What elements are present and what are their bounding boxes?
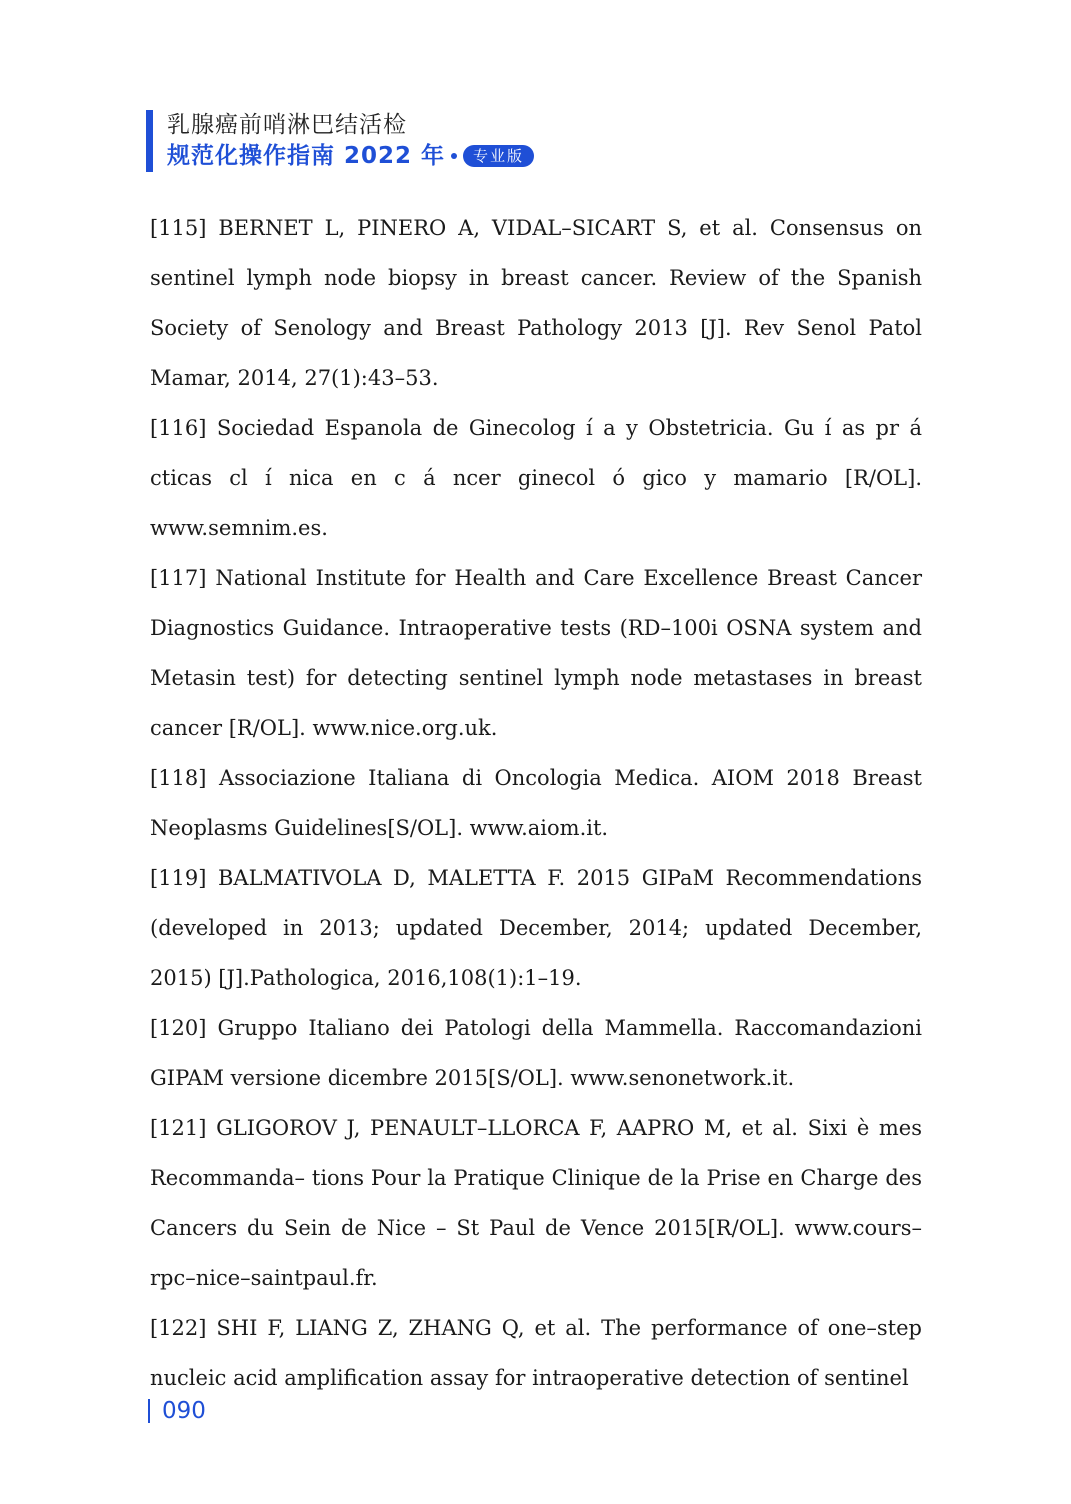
running-header bbox=[146, 110, 534, 172]
reference-item: [122] SHI F, LIANG Z, ZHANG Q, et al. The performance of one–step nucleic acid amplification assay for intraoperative detection of sentinel bbox=[150, 1316, 922, 1390]
reference-item: [121] GLIGOROV J, PENAULT–LLORCA F, AAPRO M, et al. Sixi è mes Recommanda– tions Pour la Pratique Clinique de la Prise en Charge des Cancers du Sein de Nice – St Paul de Vence 2015[R/OL]. www.cours–rpc–nice–saintpaul.fr. bbox=[150, 1116, 922, 1290]
book-title: 乳腺癌前哨淋巴结活检 bbox=[167, 112, 407, 138]
reference-item: [118] Associazione Italiana di Oncologia Medica. AIOM 2018 Breast Neoplasms Guidelines[S/OL]. www.aiom.it. bbox=[150, 766, 922, 840]
reference-item: [116] Sociedad Espanola de Ginecolog í a y Obstetricia. Gu í as pr á cticas cl í nica en c á ncer ginecol ó gico y mamario [R/OL]. www.semnim.es. bbox=[150, 416, 922, 540]
edition-badge: 专业版 bbox=[463, 145, 534, 167]
reference-list bbox=[150, 203, 922, 1403]
reference-item: [117] National Institute for Health and Care Excellence Breast Cancer Diagnostics Guidance. Intraoperative tests (RD–100i OSNA system and Metasin test) for detecting sentinel lymph node metastases in breast cancer [R/OL]. www.nice.org.uk. bbox=[150, 566, 922, 740]
book-subtitle bbox=[167, 140, 534, 172]
page-footer bbox=[148, 1396, 206, 1426]
separator-dot-icon bbox=[451, 153, 457, 159]
reference-item: [119] BALMATIVOLA D, MALETTA F. 2015 GIPaM Recommendations (developed in 2013; updated December, 2014; updated December, 2015) [J].Pathologica, 2016,108(1):1–19. bbox=[150, 866, 922, 990]
footer-divider bbox=[148, 1399, 150, 1423]
reference-item: [120] Gruppo Italiano dei Patologi della Mammella. Raccomandazioni GIPAM versione dicembre 2015[S/OL]. www.senonetwork.it. bbox=[150, 1016, 922, 1090]
subtitle-text: 规范化操作指南 2022 年 bbox=[167, 143, 446, 169]
page-number: 090 bbox=[162, 1398, 206, 1424]
reference-item: [115] BERNET L, PINERO A, VIDAL–SICART S, et al. Consensus on sentinel lymph node biopsy in breast cancer. Review of the Spanish Society of Senology and Breast Pathology 2013 [J]. Rev Senol Patol Mamar, 2014, 27(1):43–53. bbox=[150, 216, 922, 390]
